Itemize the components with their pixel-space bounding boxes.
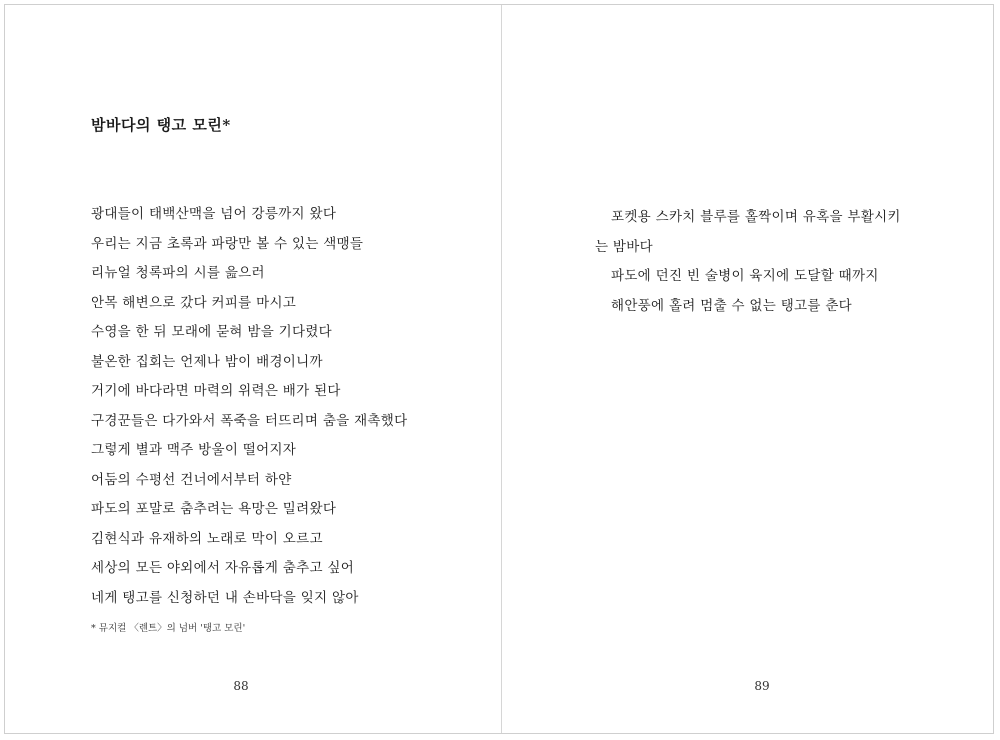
page-number-left: 88 bbox=[233, 679, 249, 693]
poem-line: 파도의 포말로 춤추려는 욕망은 밀려왔다 bbox=[91, 501, 337, 517]
poem-line: 우리는 지금 초록과 파랑만 볼 수 있는 색맹들 bbox=[91, 235, 364, 252]
poem-line: 해안풍에 홀려 멈출 수 없는 탱고를 춘다 bbox=[611, 297, 853, 314]
poem-line: 어둠의 수평선 건너에서부터 하얀 bbox=[91, 471, 292, 488]
poem-title: 밤바다의 탱고 모린* bbox=[91, 116, 231, 134]
poem-line: 불온한 집회는 언제나 밤이 배경이니까 bbox=[91, 353, 323, 370]
poem-line-wrapped: 는 밤바다 bbox=[595, 238, 653, 255]
poem-line: 파도에 던진 빈 술병이 육지에 도달할 때까지 bbox=[611, 268, 879, 284]
poem-line: 수영을 한 뒤 모래에 묻혀 밤을 기다렸다 bbox=[91, 324, 333, 340]
poem-line: 포켓용 스카치 블루를 홀짝이며 유혹을 부활시키 bbox=[611, 209, 901, 225]
poem-line: 그렇게 별과 맥주 방울이 떨어지자 bbox=[91, 442, 297, 458]
left-page bbox=[5, 5, 500, 733]
book-spread bbox=[4, 4, 994, 734]
poem-body-continued bbox=[595, 203, 901, 321]
poem-line: 광대들이 태백산맥을 넘어 강릉까지 왔다 bbox=[91, 206, 337, 222]
poem-line: 리뉴얼 청록파의 시를 읊으러 bbox=[91, 265, 265, 281]
poem-line: 세상의 모든 야외에서 자유롭게 춤추고 싶어 bbox=[91, 560, 355, 576]
poem-line: 거기에 바다라면 마력의 위력은 배가 된다 bbox=[91, 383, 341, 399]
poem-body bbox=[91, 200, 407, 613]
poem-line: 네게 탱고를 신청하던 내 손바닥을 잊지 않아 bbox=[91, 589, 359, 606]
footnote: * 뮤지컬 〈렌트〉의 넘버 '탱고 모린' bbox=[91, 623, 246, 634]
poem-line: 구경꾼들은 다가와서 폭죽을 터뜨리며 춤을 재촉했다 bbox=[91, 412, 408, 429]
right-page bbox=[502, 5, 994, 733]
poem-line: 안목 해변으로 갔다 커피를 마시고 bbox=[91, 294, 297, 311]
poem-line: 김현식과 유재하의 노래로 막이 오르고 bbox=[91, 530, 323, 547]
page-number-right: 89 bbox=[754, 679, 770, 693]
